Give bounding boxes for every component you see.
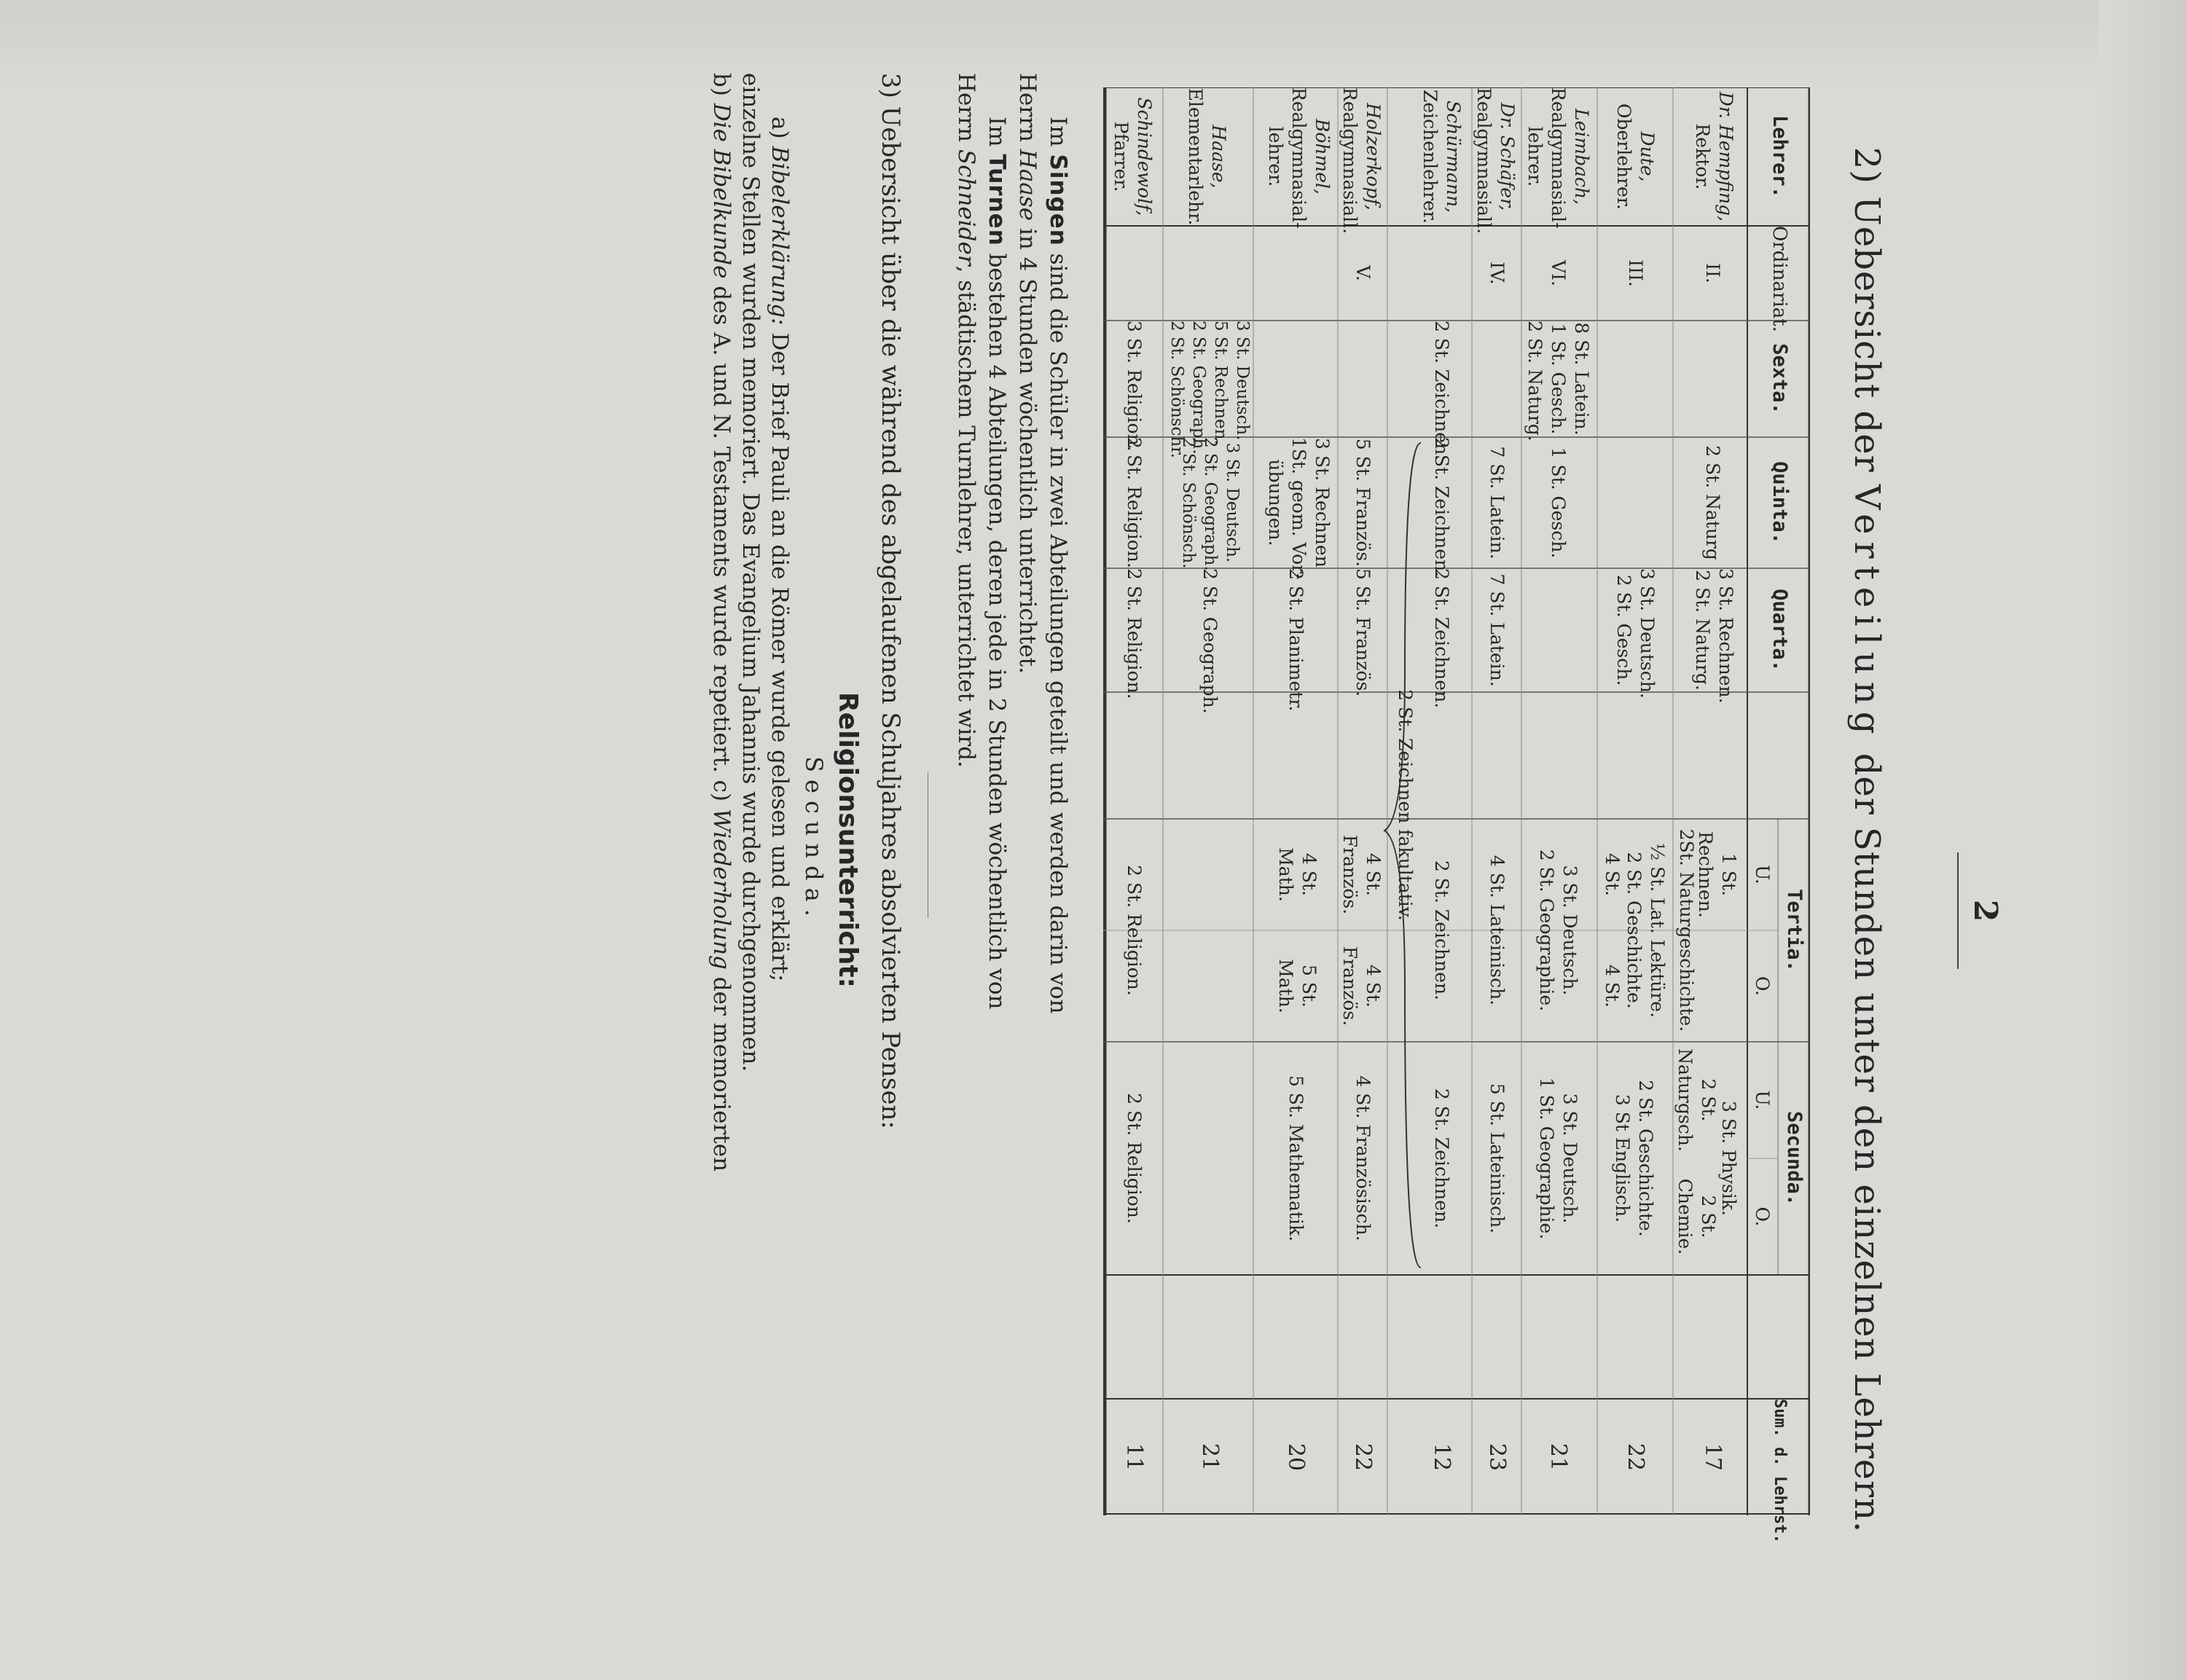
quarta-cell: 2 St. Religion. bbox=[1124, 568, 1145, 699]
ordinariat-cell: VI. bbox=[1548, 260, 1569, 286]
tertia-u-cell bbox=[1338, 819, 1384, 930]
section-2-heading bbox=[1846, 0, 1887, 1680]
secunda-span-cell: 5 St. Mathematik. bbox=[1285, 1075, 1306, 1242]
table-row bbox=[1523, 87, 1593, 229]
cell-line: Französ. bbox=[1339, 946, 1360, 1027]
tertia-o-cell bbox=[1600, 930, 1623, 1042]
sum-cell: 21 bbox=[1546, 1442, 1571, 1472]
secunda-span-cell bbox=[1535, 1042, 1581, 1275]
header-secunda: Secunda. bbox=[1783, 1110, 1806, 1206]
cell-line: 3 St. Deutsch. bbox=[1233, 321, 1252, 441]
cell-line: 3 St. Deutsch. bbox=[1559, 865, 1580, 996]
cell-line: 5 St. bbox=[1298, 965, 1320, 1008]
quarta-cell: 5 St. Französ. bbox=[1352, 568, 1374, 697]
quarta-cell: 2 St. Zeichnen. bbox=[1431, 568, 1452, 709]
teacher-name: Dr. Hempfing, bbox=[1715, 91, 1736, 222]
table-row bbox=[1264, 87, 1333, 229]
cell-line: Chemie. bbox=[1674, 1178, 1696, 1255]
sum-cell: 17 bbox=[1700, 1442, 1725, 1472]
tertia-u-cell bbox=[1693, 819, 1740, 930]
cell-line: 8 St. Latein. bbox=[1571, 322, 1592, 436]
teacher-name: Dr. Schäfer, bbox=[1497, 102, 1518, 211]
quinta-cell: 7 St. Latein. bbox=[1486, 446, 1508, 560]
secunda-span-cell: 4 St. Französisch. bbox=[1352, 1075, 1374, 1241]
header-lehrer: Lehrer. bbox=[1768, 115, 1791, 198]
teacher-name: Dute, bbox=[1637, 131, 1658, 182]
tertia-o-cell bbox=[1338, 930, 1384, 1042]
table-row bbox=[1691, 87, 1737, 226]
text-run-bold: Singen bbox=[1045, 154, 1071, 246]
cell-line: 2 St. Schönschr. bbox=[1167, 321, 1186, 458]
text-run: Im bbox=[984, 117, 1010, 154]
text-run: bestehen 4 Abteilungen, deren jede in 2 Stunden wöchentlich von bbox=[984, 246, 1010, 1010]
ordinariat-cell: IV. bbox=[1486, 262, 1508, 285]
text-run: Im bbox=[1045, 117, 1071, 154]
quinta-cell: 1 St. Gesch. bbox=[1548, 447, 1569, 559]
header-secunda-u: U. bbox=[1752, 1090, 1773, 1110]
ordinariat-cell: II. bbox=[1702, 263, 1723, 283]
cell-line: 1 St. Geographie. bbox=[1536, 1077, 1557, 1240]
heading-spaced-word: Verteilung bbox=[1846, 484, 1887, 742]
sexta-cell: 2 St. Zeichnen. bbox=[1431, 321, 1452, 461]
table-row bbox=[1183, 87, 1230, 226]
cell-line: 3 St Englisch. bbox=[1612, 1094, 1633, 1223]
text-run: der memorierten bbox=[708, 969, 734, 1172]
cell-line: 2 St. Schönsch. bbox=[1179, 437, 1198, 569]
tertia-span-cell: 2St. Naturgeschichte. bbox=[1676, 828, 1697, 1032]
cell-line: 1 St. Gesch. bbox=[1548, 323, 1569, 435]
teacher-role: Rektor. bbox=[1692, 123, 1713, 190]
ordinariat-cell: V. bbox=[1352, 265, 1374, 281]
tertia-span-cell: 2 St. Religion. bbox=[1124, 865, 1145, 996]
teacher-role: Realgymnasial- bbox=[1548, 87, 1569, 229]
text-run: b) bbox=[708, 73, 734, 103]
header-sexta: Sexta. bbox=[1768, 343, 1791, 415]
sum-cell: 20 bbox=[1283, 1442, 1309, 1472]
cell-line: 2 St. Geograph. bbox=[1201, 437, 1220, 571]
tertia-u-cell bbox=[1600, 819, 1623, 930]
brace-note: 2 St. Zeichnen fakultativ. bbox=[1395, 689, 1416, 921]
teacher-role: Realgymnasial- bbox=[1288, 87, 1309, 229]
sexta-cell bbox=[1166, 321, 1253, 458]
text-run-italic: Wiederholung bbox=[708, 809, 734, 970]
text-run: Der Brief Pauli an die Römer wurde gelesen und erklärt; bbox=[767, 325, 793, 982]
table-row bbox=[1418, 87, 1465, 226]
religion-line-2: einzelne Stellen wurden memoriert. Das Evangelium Jahannis wurde durchgenommen. bbox=[737, 73, 764, 1072]
quarta-cell bbox=[1612, 568, 1658, 699]
text-run: des A. und N. Testaments wurde repetiert. c) bbox=[708, 278, 734, 809]
secunda-span-cell: 2 St. Religion. bbox=[1124, 1093, 1145, 1224]
text-run-italic: Schneider bbox=[953, 149, 979, 266]
cell-line: 2 St. Geograph. bbox=[1189, 321, 1208, 455]
cell-line: 5 St. Rechnen. bbox=[1211, 321, 1230, 445]
teacher-name: Haase, bbox=[1208, 125, 1229, 189]
header-ordinariat: Ordinariat. bbox=[1768, 226, 1790, 332]
teacher-role-2: lehrer. bbox=[1524, 126, 1546, 187]
secunda-span-cell: 2 St. Zeichnen. bbox=[1431, 1088, 1452, 1229]
tertia-span-cell: 2 St. Zeichnen. bbox=[1431, 860, 1452, 1001]
heading-suffix: der Stunden unter den einzelnen Lehrern. bbox=[1846, 741, 1887, 1534]
sum-cell: 21 bbox=[1197, 1442, 1223, 1472]
teacher-name: Schürmann, bbox=[1443, 100, 1464, 213]
sexta-cell: 3 St. Religion. bbox=[1124, 321, 1145, 452]
cell-line: 1St. geom. Vor- bbox=[1288, 437, 1309, 580]
tertia-span-cell bbox=[1535, 819, 1581, 1042]
quinta-cell: 2 St. Naturg bbox=[1702, 445, 1723, 560]
cell-line: 3 St. Deutsch. bbox=[1223, 442, 1242, 563]
tertia-span-cell: 4 St. Lateinisch. bbox=[1486, 855, 1508, 1006]
tertia-span-cell bbox=[1622, 819, 1669, 1042]
teacher-hours-table bbox=[1103, 87, 1810, 1544]
quinta-cell bbox=[1264, 437, 1333, 580]
teacher-name: Böhmel, bbox=[1312, 119, 1333, 195]
cell-line: 2 St. Naturg. bbox=[1524, 321, 1546, 441]
header-sum: Sum. d. Lehrst. bbox=[1771, 1399, 1789, 1544]
text-run-bold: Turnen bbox=[984, 154, 1010, 246]
religion-heading: Religionsunterricht: bbox=[833, 691, 863, 989]
text-run: sind die Schüler in zwei Abteilungen geteilt und werden darin von bbox=[1045, 246, 1071, 1014]
teacher-name: Schindewolf, bbox=[1134, 97, 1155, 216]
page-number-rule bbox=[1957, 852, 1959, 969]
cell-line: 3 St. Rechnen bbox=[1312, 438, 1333, 568]
text-run: Herrn bbox=[1014, 73, 1041, 149]
religion-line-3 bbox=[707, 73, 736, 1171]
cell-line: 4 St. bbox=[1298, 853, 1320, 896]
table-row bbox=[1612, 87, 1658, 226]
teacher-name: Holzerkopf, bbox=[1363, 103, 1384, 211]
cell-line: 2 St. bbox=[1698, 1195, 1719, 1239]
text-run-italic: Haase bbox=[1014, 149, 1041, 221]
secunda-span-cell: 3 St. Physik. bbox=[1718, 1101, 1739, 1216]
singen-note-line-2 bbox=[1013, 73, 1042, 674]
cell-line: Französ. bbox=[1339, 834, 1360, 915]
cell-line: 4 St. bbox=[1363, 853, 1384, 896]
teacher-role: Oberlehrer. bbox=[1613, 103, 1634, 211]
text-run: Herrn bbox=[953, 73, 979, 149]
cell-line: 2 St. Geschichte. bbox=[1635, 1080, 1656, 1237]
header-quarta: Quarta. bbox=[1768, 589, 1791, 672]
sexta-cell bbox=[1523, 321, 1593, 441]
cell-line: 4 St. bbox=[1363, 965, 1384, 1008]
turnen-note-line-2 bbox=[952, 73, 981, 768]
quinta-cell: 2 St. Zeichnen. bbox=[1431, 437, 1452, 578]
cell-line: übungen. bbox=[1265, 459, 1286, 546]
teacher-role-2: lehrer. bbox=[1265, 126, 1286, 187]
text-run: a) bbox=[767, 117, 793, 146]
cell-line: Naturgsch. bbox=[1674, 1048, 1696, 1152]
quarta-cell: 7 St. Latein. bbox=[1486, 573, 1508, 687]
sum-cell: 22 bbox=[1350, 1442, 1376, 1472]
scan-edge-right bbox=[2099, 0, 2186, 1680]
teacher-role: Realgymnasiall. bbox=[1339, 87, 1360, 235]
text-run-italic: Bibelerklärung: bbox=[767, 146, 793, 326]
tertia-u-cell bbox=[1274, 819, 1320, 930]
quarta-cell: 2 St. Planimetr. bbox=[1285, 568, 1306, 712]
cell-line: 1 St. bbox=[1718, 853, 1739, 896]
cell-line: 2 St. bbox=[1698, 1078, 1719, 1122]
cell-line: 4 St. bbox=[1602, 853, 1623, 896]
text-run-italic: Die Bibelkunde bbox=[708, 103, 734, 279]
sum-cell: 12 bbox=[1429, 1442, 1454, 1472]
header-quinta: Quinta. bbox=[1768, 461, 1791, 544]
secunda-span-cell: 5 St. Lateinisch. bbox=[1486, 1083, 1508, 1234]
secunda-o-cell bbox=[1673, 1158, 1720, 1275]
quarta-cell bbox=[1691, 568, 1737, 704]
teacher-role: Elementarlehr. bbox=[1185, 87, 1206, 226]
cell-line: 3 St. Rechnen. bbox=[1715, 568, 1736, 704]
teacher-role: Zeichenlehrer. bbox=[1419, 90, 1441, 224]
cell-line: 2 St. Gesch. bbox=[1613, 574, 1634, 686]
cell-line: 2 St. Geschichte. bbox=[1623, 852, 1645, 1009]
cell-line: Math. bbox=[1275, 959, 1296, 1013]
turnen-note-line-1 bbox=[982, 117, 1011, 1009]
table-row bbox=[1109, 87, 1156, 226]
quinta-cell: 2 St. Religion. bbox=[1124, 437, 1145, 568]
cell-line: 4 St. bbox=[1602, 965, 1623, 1008]
table-row bbox=[1472, 87, 1519, 235]
quarta-cell: 2 St. Geograph. bbox=[1199, 568, 1221, 714]
cell-line: ½ St. Lat. Lektüre. bbox=[1647, 842, 1668, 1018]
secunda-span-cell bbox=[1610, 1042, 1657, 1275]
header-tertia-o: O. bbox=[1752, 976, 1773, 996]
ordinariat-cell: III. bbox=[1625, 259, 1646, 287]
cell-line: 3 St. Deutsch. bbox=[1637, 568, 1658, 699]
text-run: in 4 Stunden wöchentlich unterrichtet. bbox=[1014, 221, 1041, 674]
cell-line: 3 St. Deutsch. bbox=[1559, 1093, 1580, 1224]
table-row bbox=[1338, 87, 1384, 235]
cell-line: 2 St. Naturg. bbox=[1692, 570, 1713, 691]
religion-line-1 bbox=[765, 117, 794, 981]
heading-prefix: 2) Uebersicht der bbox=[1846, 146, 1887, 484]
teacher-name: Leimbach, bbox=[1571, 108, 1592, 205]
sum-cell: 23 bbox=[1484, 1442, 1510, 1472]
section-3-heading: 3) Uebersicht über die während des abgelaufenen Schuljahres absolvierten Pensen: bbox=[876, 73, 905, 1129]
teacher-role: Realgymnasiall. bbox=[1473, 87, 1494, 235]
text-run: , städtischem Turnlehrer, unterrichtet wird. bbox=[953, 265, 979, 768]
quinta-cell bbox=[1178, 437, 1243, 571]
sum-cell: 11 bbox=[1121, 1442, 1147, 1472]
header-tertia: Tertia. bbox=[1783, 889, 1806, 972]
tertia-o-cell bbox=[1274, 930, 1320, 1042]
header-secunda-o: O. bbox=[1752, 1206, 1773, 1227]
quinta-cell: 5 St. Französ. bbox=[1352, 438, 1374, 568]
page-number: 2 bbox=[1967, 899, 2004, 922]
cell-line: Math. bbox=[1275, 847, 1296, 902]
secunda-u-cell bbox=[1673, 1042, 1720, 1158]
singen-note-line-1 bbox=[1043, 117, 1073, 1014]
teacher-role: Pfarrer. bbox=[1110, 121, 1132, 192]
cell-line: Rechnen. bbox=[1695, 831, 1716, 918]
secunda-heading: Secunda. bbox=[800, 756, 828, 924]
sum-cell: 22 bbox=[1623, 1442, 1648, 1472]
cell-line: 2 St. Geographie. bbox=[1536, 849, 1557, 1012]
header-tertia-u: U. bbox=[1752, 865, 1773, 884]
